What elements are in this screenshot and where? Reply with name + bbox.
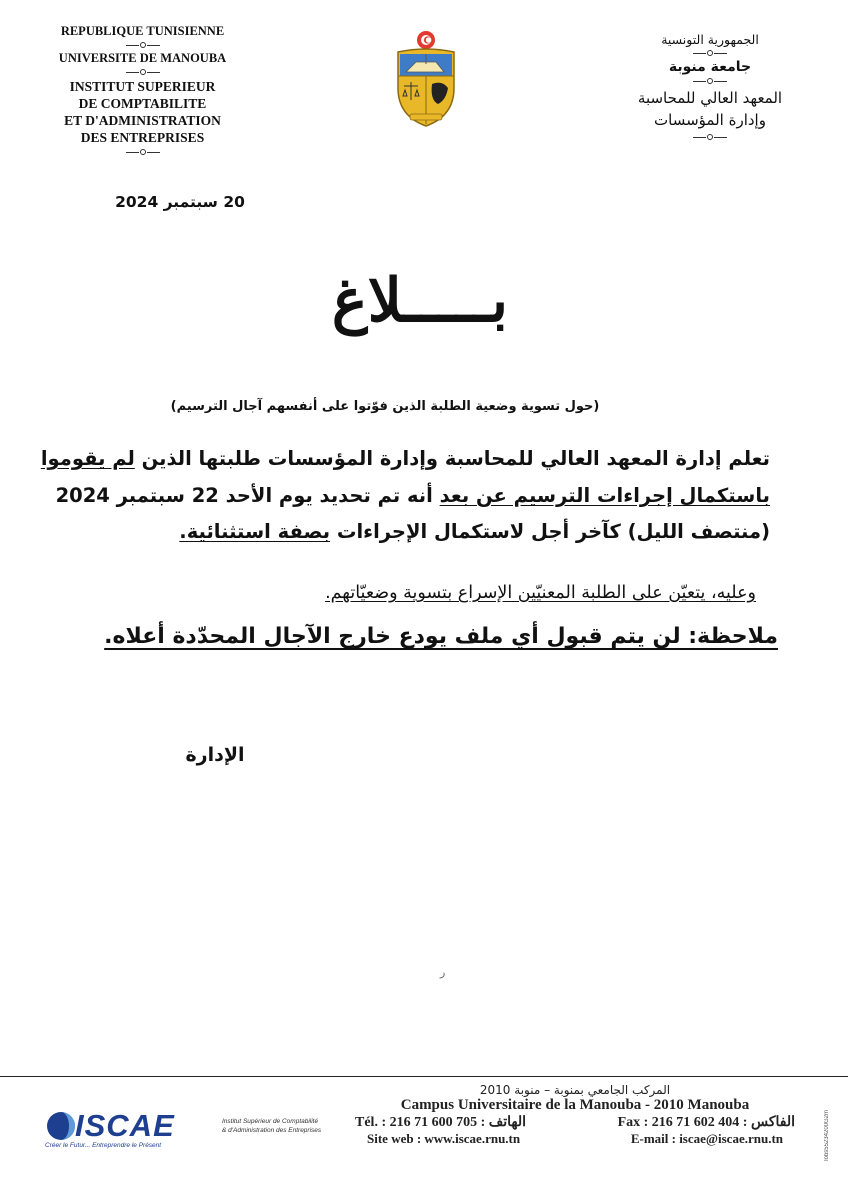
header-separator	[600, 75, 820, 87]
header-institute-l2: DE COMPTABILITE	[78, 96, 207, 111]
footer-website: Site web : www.iscae.rnu.tn	[367, 1131, 521, 1146]
body-line-2-text: أنه تم تحديد يوم الأحد 22 سبتمبر 2024	[55, 484, 433, 507]
body-line-1	[40, 447, 770, 470]
tunisia-coat-of-arms-icon	[390, 28, 462, 130]
iscae-logo-tagline: Créer le Futur... Entreprendre le Présent	[45, 1142, 162, 1149]
document-subtitle: (حول تسوية وضعية الطلبة الذين فوّتوا على أنفسهم آجال الترسيم)	[170, 399, 600, 414]
footer-address-fr: Campus Universitaire de la Manouba - 2010 Manouba	[400, 1097, 750, 1113]
header-institute-l4: DES ENTREPRISES	[80, 130, 205, 145]
footer-phone-row	[355, 1114, 795, 1131]
stray-mark: ر	[440, 966, 446, 979]
footer-divider	[0, 1076, 848, 1077]
header-separator	[600, 131, 820, 143]
handwritten-note-1-text: وعليه، يتعيّن على الطلبة المعنيّين الإسراع بتسوية وضعيّاتهم.	[325, 583, 756, 603]
iscae-logo-icon	[45, 1110, 77, 1142]
footer-reference-code: Iobs55234200G2m	[824, 1110, 830, 1162]
footer-email: E-mail : iscae@iscae.rnu.tn	[630, 1131, 783, 1146]
footer-phone: Tél. : 216 71 600 705 : الهاتف	[355, 1115, 527, 1130]
body-line-3-underlined: بصفة استثنائية.	[179, 520, 331, 543]
header-institute-l1: INSTITUT SUPERIEUR	[69, 79, 216, 94]
iscae-logo-text: ISCAE	[75, 1108, 175, 1143]
header-french-block	[40, 24, 245, 158]
document-title: بـــــلاغ	[331, 266, 509, 336]
footer-institute-line-1: Institut Supérieur de Comptabilité	[222, 1118, 319, 1125]
header-separator	[600, 47, 820, 59]
signature-administration: الإدارة	[185, 744, 245, 766]
footer-address-ar: المركب الجامعي بمنوبة – منوبة 2010	[479, 1083, 671, 1097]
footer-institute-line-2: & d'Administration des Entreprises	[222, 1127, 322, 1134]
header-separator	[40, 146, 245, 158]
header-republic-ar: الجمهورية التونسية	[661, 32, 759, 47]
header-separator	[40, 39, 245, 51]
document-date: 20 سبتمبر 2024	[115, 193, 245, 211]
body-line-3	[50, 520, 770, 543]
header-arabic-block	[600, 32, 820, 143]
handwritten-note-1	[36, 583, 756, 603]
header-separator	[40, 66, 245, 78]
handwritten-note-2: ملاحظة: لن يتم قبول أي ملف يودع خارج الآجال المحدّدة أعلاه.	[104, 624, 778, 649]
header-university: UNIVERSITE DE MANOUBA	[58, 51, 227, 65]
footer-web-row	[355, 1131, 795, 1147]
iscae-logo	[45, 1108, 205, 1153]
body-line-1-underlined: لم يقوموا	[40, 447, 135, 470]
footer-address-block	[355, 1083, 795, 1147]
body-line-2-underlined: باستكمال إجراءات الترسيم عن بعد	[439, 484, 770, 507]
header-institute-l3: ET D'ADMINISTRATION	[64, 113, 221, 128]
header-institute-ar-l1: المعهد العالي للمحاسبة	[637, 89, 783, 107]
body-line-2	[50, 484, 770, 507]
footer-institute-name	[222, 1117, 352, 1135]
header-university-ar: جامعة منوبة	[668, 59, 752, 75]
body-line-3-text: (منتصف الليل) كآخر أجل لاستكمال الإجراءات	[336, 520, 770, 543]
header-republic: REPUBLIQUE TUNISIENNE	[60, 24, 225, 38]
footer-fax: Fax : 216 71 602 404 : الفاكس	[617, 1115, 795, 1130]
header-institute-ar-l2: وإدارة المؤسسات	[654, 111, 766, 129]
body-line-1-text: تعلم إدارة المعهد العالي للمحاسبة وإدارة المؤسسات طلبتها الذين	[141, 447, 770, 470]
